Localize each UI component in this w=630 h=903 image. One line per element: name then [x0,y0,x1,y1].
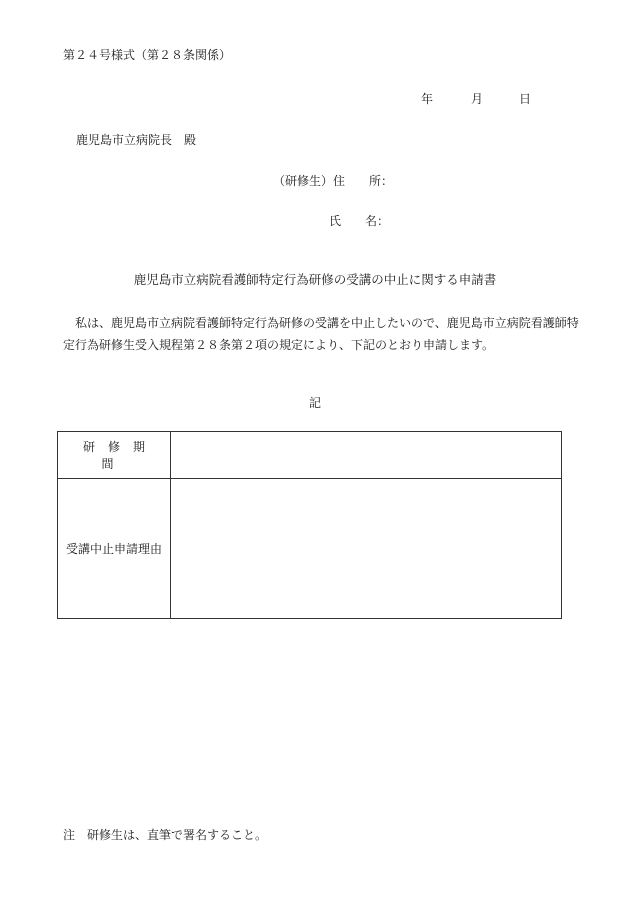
table-row-reason [58,479,562,619]
application-table [57,431,562,619]
name-label: 氏 名： [329,214,390,228]
date-year-label: 年 [421,92,434,106]
body-paragraph: 私は、鹿児島市立病院看護師特定行為研修の受講を中止したいので、鹿児島市立病院看護師特定行為研修生受入規程第２８条第２項の規定により、下記のとおり申請します。 [63,316,579,352]
form-number: 第２４号様式（第２８条関係） [63,48,232,62]
date-day-label: 日 [519,92,532,106]
address-label: （研修生）住 所： [273,174,394,188]
table-row-period [58,432,562,479]
reason-value-cell [171,479,562,619]
document-title: 鹿児島市立病院看護師特定行為研修の受講の中止に関する申請書 [133,272,497,287]
date-row [421,90,531,107]
date-month-label: 月 [471,92,484,106]
period-label: 研修期間 [82,440,158,471]
ki-heading: 記 [308,396,321,410]
period-value-cell [171,432,562,479]
signature-note: 注 研修生は、直筆で署名すること。 [63,828,268,842]
reason-label-cell [58,479,171,619]
reason-label: 受講中止申請理由 [65,542,162,556]
recipient: 鹿児島市立病院長 殿 [76,133,197,147]
period-label-cell [58,432,171,479]
